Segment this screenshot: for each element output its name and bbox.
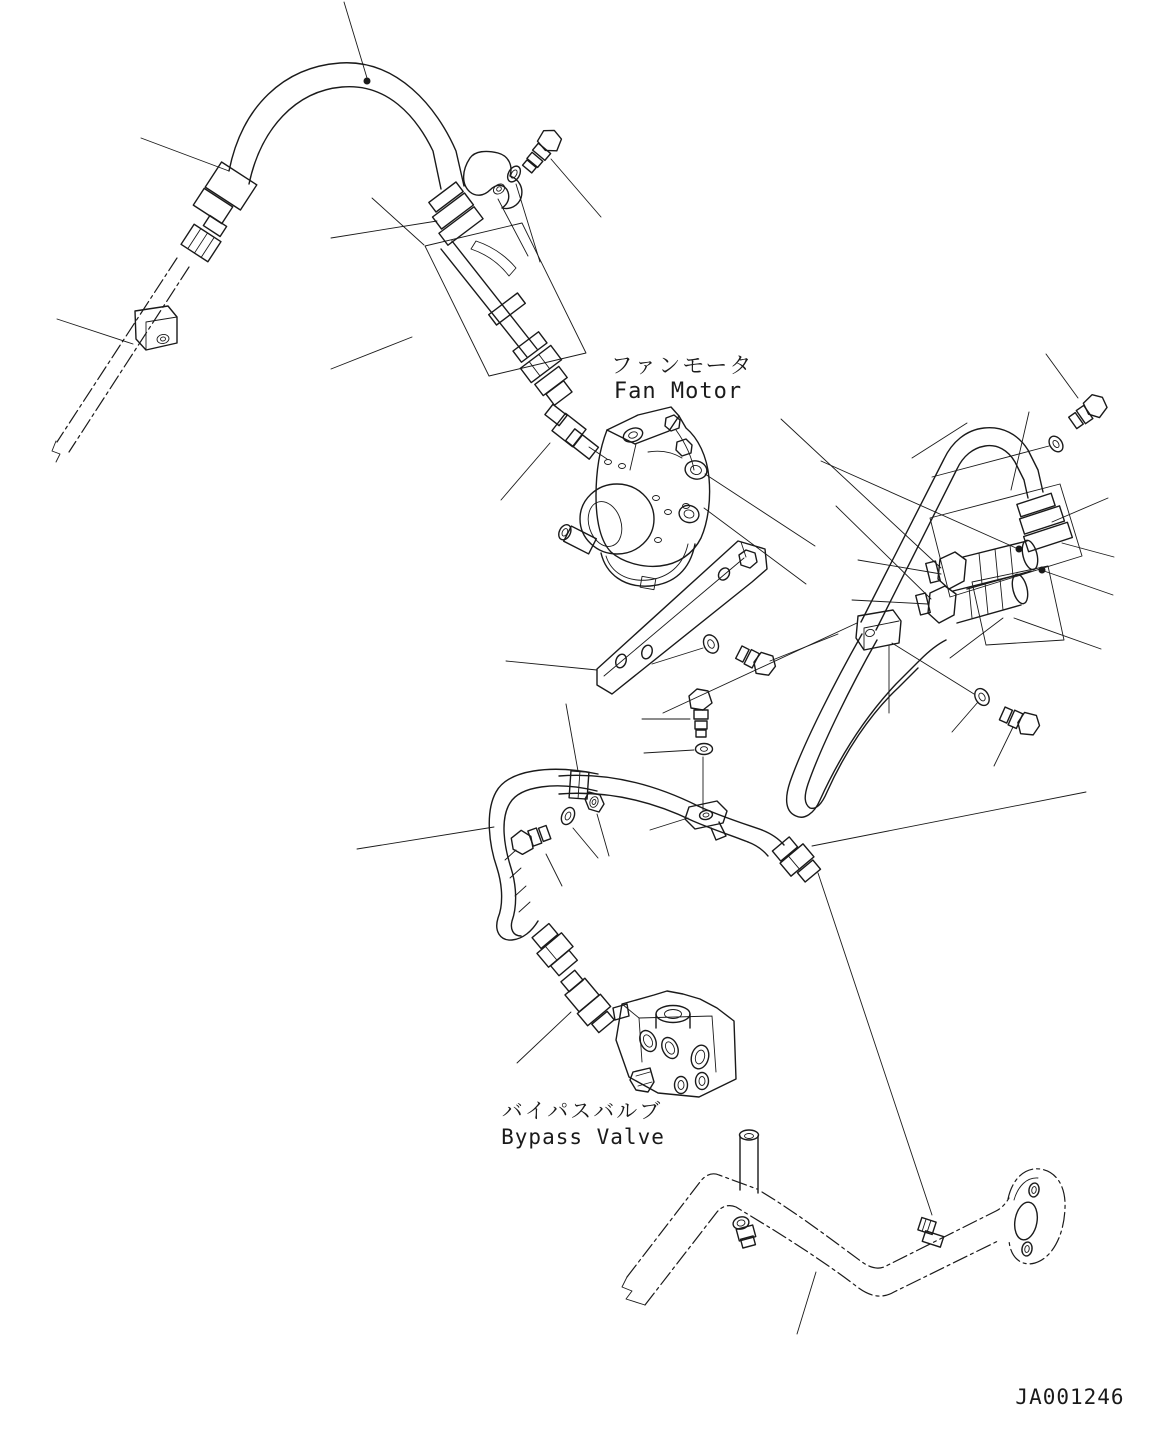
shroud-panel-hose xyxy=(331,198,586,405)
bolt-manifold-top xyxy=(1066,391,1111,432)
p-clip xyxy=(464,151,522,208)
fan-motor-label-en: Fan Motor xyxy=(613,379,743,404)
leader-dot xyxy=(1016,546,1023,553)
bolt-center xyxy=(689,689,712,737)
bypass-valve xyxy=(501,991,736,1149)
shroud-panel xyxy=(425,223,586,376)
bolt-bracket xyxy=(734,642,779,680)
leader-dot xyxy=(1039,567,1046,574)
washer-bracket xyxy=(701,632,722,655)
washer-manifold-low xyxy=(972,686,992,708)
reference-pipe-bottom xyxy=(622,1130,1065,1334)
leader-dot xyxy=(364,78,371,85)
pipe-plug-right xyxy=(918,1218,944,1248)
washer-top xyxy=(505,164,523,184)
reference-pipe-upper-left xyxy=(52,216,227,462)
drawing-number: JA001246 xyxy=(1015,1385,1125,1409)
elbow-fitting-bypass xyxy=(561,970,614,1032)
pipe-flange xyxy=(1008,1169,1065,1264)
check-valve-2 xyxy=(916,573,1031,623)
bolt-manifold-low xyxy=(998,702,1043,739)
upper-hose xyxy=(141,2,483,245)
hose-clamp-band xyxy=(471,241,516,276)
motor-shaft xyxy=(556,522,596,554)
bypass-valve-label-ja: バイパスバルブ xyxy=(501,1099,663,1123)
adapter-fitting xyxy=(181,224,221,262)
washer-center xyxy=(696,744,713,755)
bypass-hose xyxy=(357,769,614,1063)
hose-clip-group xyxy=(464,125,601,262)
pipe-plug-left xyxy=(732,1215,756,1248)
elbow-fitting-inlet xyxy=(501,404,607,500)
hairpin-hose xyxy=(663,610,946,817)
bypass-valve-label-en: Bypass Valve xyxy=(501,1125,665,1149)
washer-manifold-top xyxy=(1046,434,1066,455)
u-tube xyxy=(861,412,1072,630)
fan-motor-label-ja: ファンモータ xyxy=(610,354,754,379)
fan-motor xyxy=(556,354,815,590)
check-valve-1 xyxy=(926,539,1041,589)
manifold-plate-1 xyxy=(930,484,1082,597)
valve-manifold xyxy=(781,354,1114,766)
washer-bypass-hose xyxy=(559,805,577,826)
